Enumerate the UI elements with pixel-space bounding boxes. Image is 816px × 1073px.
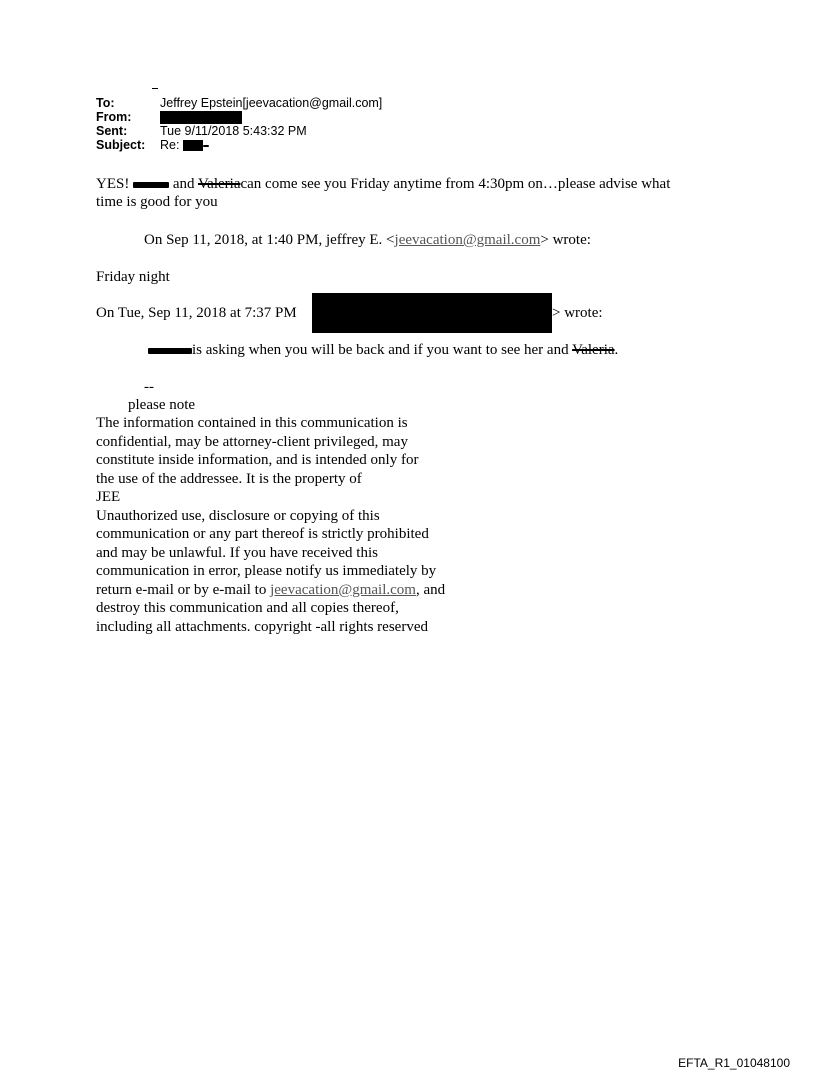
quote-header-2 bbox=[96, 304, 297, 323]
redaction-smudge bbox=[203, 145, 209, 147]
struck-name: Valeria bbox=[572, 342, 615, 358]
message-line-2: time is good for you bbox=[96, 194, 218, 210]
redaction-smudge bbox=[133, 182, 169, 188]
email-link[interactable]: jeevacation@gmail.com bbox=[394, 232, 541, 248]
message-start: YES! bbox=[96, 176, 130, 192]
quote-header-1 bbox=[144, 231, 591, 250]
disclaimer-line: and may be unlawful. If you have received this bbox=[96, 544, 378, 561]
to-value: Jeffrey Epstein[jeevacation@gmail.com] bbox=[160, 96, 383, 110]
disclaimer-line: JEE bbox=[96, 489, 121, 505]
subject-label: Subject: bbox=[96, 138, 146, 152]
disclaimer-line: destroy this communication and all copies thereof, bbox=[96, 600, 399, 616]
quote1-suffix: > wrote: bbox=[540, 232, 591, 248]
redaction-block bbox=[183, 140, 203, 151]
header-mark bbox=[152, 88, 158, 89]
signature-dashes: -- bbox=[144, 379, 154, 395]
inner-text: is asking when you will be back and if you want to see her and bbox=[192, 342, 569, 358]
message-line-1 bbox=[96, 175, 670, 194]
return-suffix: , and bbox=[415, 581, 446, 598]
sent-row bbox=[96, 124, 382, 138]
inner-end: . bbox=[614, 342, 619, 358]
subject-prefix: Re: bbox=[160, 138, 180, 152]
message-and: and bbox=[172, 176, 195, 192]
redaction-block bbox=[160, 111, 242, 124]
inner-message bbox=[148, 341, 618, 360]
quote2-prefix: On Tue, Sep 11, 2018 at 7:37 PM bbox=[96, 305, 297, 321]
quote2-suffix: > wrote: bbox=[552, 305, 603, 321]
disclaimer-line: communication in error, please notify us immediately by bbox=[96, 563, 437, 579]
sent-value: Tue 9/11/2018 5:43:32 PM bbox=[160, 124, 307, 138]
from-label: From: bbox=[96, 110, 132, 124]
subject-row bbox=[96, 138, 382, 152]
disclaimer-line: The information contained in this communication is bbox=[96, 415, 408, 431]
disclaimer-return-line bbox=[96, 581, 445, 600]
message-end: can come see you Friday anytime from 4:30pm on…please advise what bbox=[240, 176, 671, 192]
from-row bbox=[96, 110, 382, 124]
document-id: EFTA_R1_01048100 bbox=[678, 1056, 790, 1070]
quote1-prefix: On Sep 11, 2018, at 1:40 PM, jeffrey E. < bbox=[144, 232, 395, 248]
from-value bbox=[160, 110, 242, 124]
email-header bbox=[96, 96, 382, 152]
to-row bbox=[96, 96, 382, 110]
return-prefix: return e-mail or by e-mail to bbox=[96, 581, 271, 598]
disclaimer-line: Unauthorized use, disclosure or copying of this bbox=[96, 507, 380, 524]
disclaimer-line: the use of the addressee. It is the property of bbox=[96, 470, 362, 487]
to-label: To: bbox=[96, 96, 115, 110]
disclaimer-line: constitute inside information, and is intended only for bbox=[96, 452, 419, 468]
signature-please-note: please note bbox=[128, 397, 196, 413]
email-link[interactable]: jeevacation@gmail.com bbox=[270, 581, 416, 598]
disclaimer-line: confidential, may be attorney-client privileged, may bbox=[96, 433, 408, 450]
reply-text: Friday night bbox=[96, 269, 170, 285]
struck-name: Valeria bbox=[198, 176, 241, 192]
sent-label: Sent: bbox=[96, 124, 128, 138]
redaction-block bbox=[312, 293, 552, 333]
disclaimer-line: communication or any part thereof is strictly prohibited bbox=[96, 526, 429, 542]
disclaimer-line: including all attachments. copyright -all rights reserved bbox=[96, 618, 428, 635]
redaction-smudge bbox=[148, 348, 192, 354]
subject-value bbox=[160, 138, 209, 152]
